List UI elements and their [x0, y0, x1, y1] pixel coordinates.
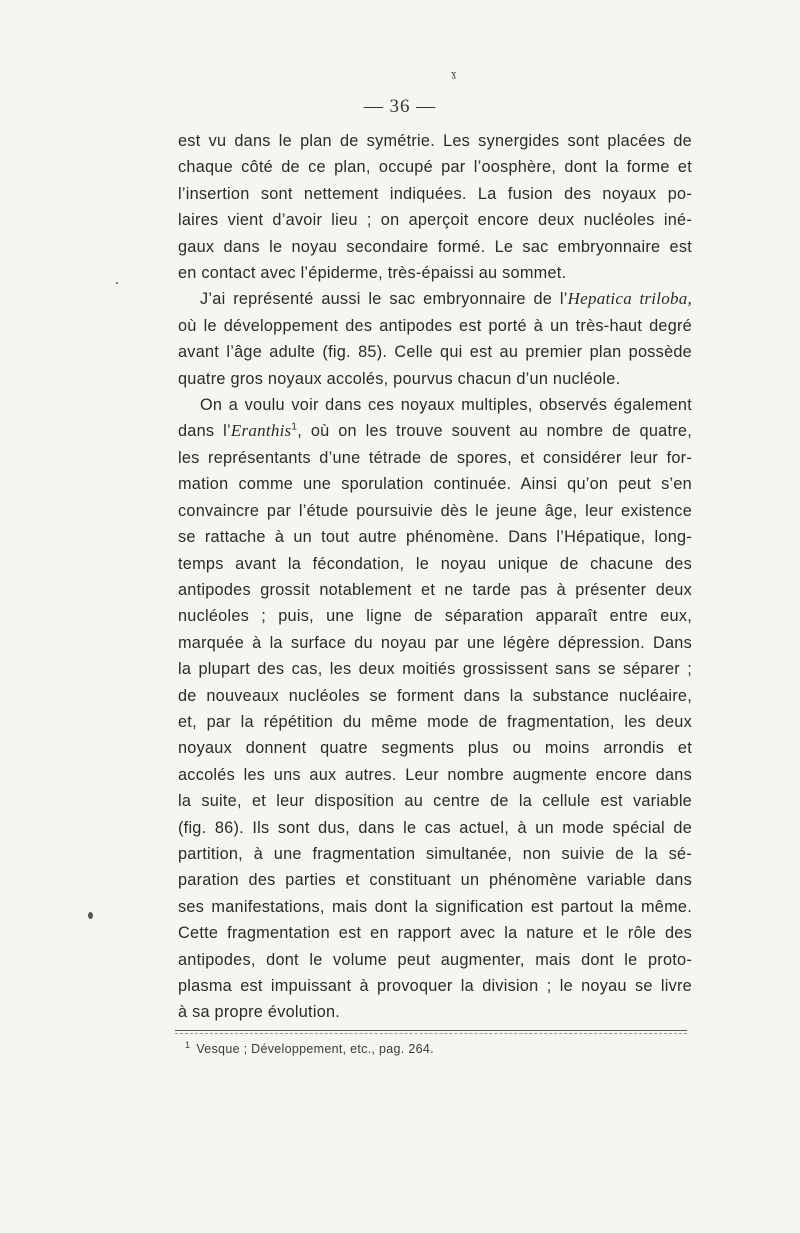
text-run: dans l’: [178, 422, 231, 441]
ink-speck: [88, 912, 93, 919]
text-line: On a voulu voir dans ces noyaux multiples, observés également: [200, 396, 692, 415]
text-line: en contact avec l’épiderme, très-épaissi au sommet.: [178, 264, 567, 283]
text-run: J’ai représenté aussi le sac embryonnaire de l’: [200, 290, 568, 309]
footnote-rule-secondary: [175, 1033, 687, 1034]
text-line: l’insertion sont nettement indiquées. La fusion des noyaux po-: [178, 184, 692, 203]
text-line: marquée à la surface du noyau par une légère dépression. Dans: [178, 633, 692, 652]
species-name-hepatica: Hepatica triloba,: [567, 289, 692, 309]
text-line: quatre gros noyaux accolés, pourvus chacun d’un nucléole.: [178, 369, 621, 388]
text-line: partition, à une fragmentation simultanée, non suivie de la sé-: [178, 844, 692, 863]
footnote-marker: 1: [185, 1039, 191, 1050]
text-line: gaux dans le noyau secondaire formé. Le sac embryonnaire est: [178, 237, 692, 256]
text-line: noyaux donnent quatre segments plus ou moins arrondis et: [178, 739, 692, 758]
text-line: Cette fragmentation est en rapport avec la nature et le rôle des: [178, 924, 692, 943]
text-line: temps avant la fécondation, le noyau unique de chacune des: [178, 554, 692, 573]
text-line: accolés les uns aux autres. Leur nombre augmente encore dans: [178, 765, 692, 784]
footnote: [185, 1039, 434, 1056]
text-line: [178, 286, 692, 312]
text-line: mation comme une sporulation continuée. Ainsi qu’on peut s’en: [178, 475, 692, 494]
text-line: [178, 418, 692, 444]
text-line: à sa propre évolution.: [178, 1003, 341, 1022]
paragraph-2: [178, 286, 692, 392]
text-line: les représentants d’une tétrade de spores, et considérer leur for-: [178, 448, 692, 467]
genus-name-eranthis: Eranthis: [230, 421, 292, 441]
paragraph-1: [178, 128, 692, 286]
body-text: [178, 128, 692, 1026]
footnote-rule: [175, 1030, 687, 1031]
text-line: de nouveaux nucléoles se forment dans la substance nucléaire,: [178, 686, 692, 705]
ink-speck: [116, 282, 118, 284]
text-line: où le développement des antipodes est porté à un très-haut degré: [178, 316, 692, 335]
text-line: antipodes, dont le volume peut augmenter, mais dont le proto-: [178, 950, 692, 969]
text-line: antipodes grossit notablement et ne tarde pas à présenter deux: [178, 580, 692, 599]
text-line: laires vient d’avoir lieu ; on aperçoit encore deux nucléoles iné-: [178, 211, 692, 230]
text-line: ses manifestations, mais dont la signification est partout la même.: [178, 897, 692, 916]
text-line: chaque côté de ce plan, occupé par l’oosphère, dont la forme et: [178, 158, 692, 177]
footnote-reference: 1: [291, 422, 298, 434]
text-line: la plupart des cas, les deux moitiés grossissent sans se séparer ;: [178, 660, 692, 679]
text-line: (fig. 86). Ils sont dus, dans le cas actuel, à un mode spécial de: [178, 818, 692, 837]
text-line: est vu dans le plan de symétrie. Les synergides sont placées de: [178, 132, 692, 150]
paragraph-3: [178, 392, 692, 1026]
text-line: avant l’âge adulte (fig. 85). Celle qui est au premier plan possède: [178, 343, 692, 362]
page-mark: ɣ: [451, 70, 457, 80]
text-run: , où on les trouve souvent au nombre de quatre,: [297, 422, 692, 441]
text-line: paration des parties et constituant un phénomène variable dans: [178, 871, 692, 890]
text-line: nucléoles ; puis, une ligne de séparation apparaît entre eux,: [178, 607, 692, 626]
text-line: et, par la répétition du même mode de fragmentation, les deux: [178, 712, 692, 731]
text-line: plasma est impuissant à provoquer la division ; le noyau se livre: [178, 977, 692, 995]
text-line: la suite, et leur disposition au centre de la cellule est variable: [178, 792, 692, 811]
footnote-text: Vesque ; Développement, etc., pag. 264.: [196, 1042, 434, 1056]
text-line: se rattache à un tout autre phénomène. Dans l’Hépatique, long-: [178, 528, 692, 547]
page-number: — 36 —: [363, 96, 437, 117]
text-line: convaincre par l’étude poursuivie dès le jeune âge, leur existence: [178, 501, 692, 520]
